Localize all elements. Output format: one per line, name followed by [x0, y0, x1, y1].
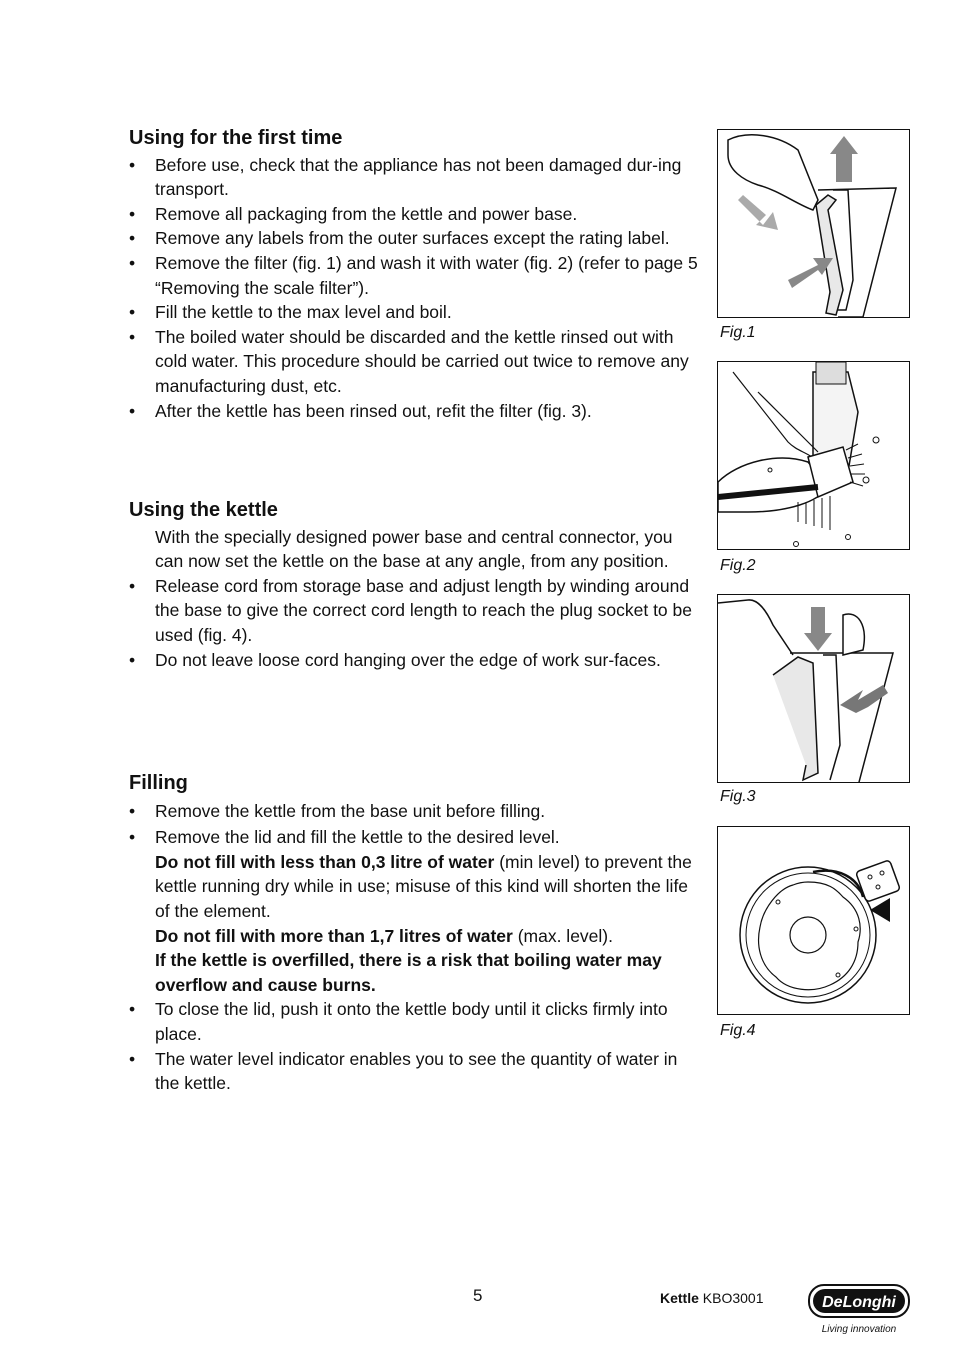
section-first-time [129, 126, 699, 423]
figure-caption: Fig.2 [720, 557, 756, 574]
section-title: Filling [129, 772, 188, 794]
list-item: • The boiled water should be discarded and the kettle rinsed out with cold water. This procedure should be carried out twice to remove any manufacturing dust, etc. [129, 326, 689, 396]
section-intro: With the specially designed power base and central connector, you can now set the kettle on the base at any angle, from any position. [155, 526, 673, 572]
list-item: • Do not leave loose cord hanging over the edge of work sur-faces. [129, 649, 661, 670]
section-title: Using the kettle [129, 499, 278, 521]
figure-2-wash-filter [717, 361, 910, 550]
section-title: Using for the first time [129, 127, 343, 149]
list-item: • After the kettle has been rinsed out, refit the filter (fig. 3). [129, 400, 592, 421]
list-item: • To close the lid, push it onto the kettle body until it clicks firmly into place. [129, 999, 668, 1044]
bullet-list [129, 799, 699, 1096]
brand-tagline: Living innovation [821, 1324, 897, 1335]
brand-name: DeLonghi [822, 1294, 896, 1311]
warning-overfill: If the kettle is overfilled, there is a risk that boiling water may overflow and cause burns. [155, 950, 662, 995]
figure-caption: Fig.1 [720, 324, 756, 341]
section-using-kettle [129, 498, 699, 672]
list-item: • Remove any labels from the outer surfaces except the rating label. [129, 228, 670, 249]
brand-logo [808, 1284, 912, 1343]
figure-1-remove-filter [717, 129, 910, 318]
figure-3-refit-filter [717, 594, 910, 783]
warning-min: Do not fill with less than 0,3 litre of water [155, 851, 495, 872]
list-item: • Fill the kettle to the max level and boil. [129, 302, 452, 323]
figure-caption: Fig.3 [720, 788, 756, 805]
bullet-list [129, 574, 699, 672]
bullet-list [129, 153, 699, 424]
list-item: • Remove all packaging from the kettle and power base. [129, 203, 578, 224]
warning-max: Do not fill with more than 1,7 litres of water [155, 925, 513, 946]
list-item: • Remove the lid and fill the kettle to the desired level. Do not fill with less than 0,3 litre of water (min level) to prevent the kettle running dry while in use; misuse of this kind will shorten the life of the element. Do not fill with more than 1,7 litres of water (max. level). If the kettle is overfilled, there is a risk that boiling water may overflow and cause burns. [129, 827, 692, 995]
product-model: Kettle KBO3001 [660, 1290, 764, 1306]
figure-4-cord-storage [717, 826, 910, 1015]
list-item: • The water level indicator enables you to see the quantity of water in the kettle. [129, 1048, 678, 1094]
list-item: • Remove the kettle from the base unit before filling. [129, 800, 546, 821]
figure-caption: Fig.4 [720, 1022, 756, 1039]
page-number: 5 [473, 1286, 483, 1305]
section-filling [129, 771, 699, 1096]
list-item: • Release cord from storage base and adjust length by winding around the base to give the correct cord length to reach the plug socket to be used (fig. 4). [129, 575, 692, 645]
list-item: • Before use, check that the appliance has not been damaged dur-ing transport. [129, 154, 682, 200]
list-item: • Remove the filter (fig. 1) and wash it with water (fig. 2) (refer to page 5 “Removing the scale filter”). [129, 252, 698, 298]
